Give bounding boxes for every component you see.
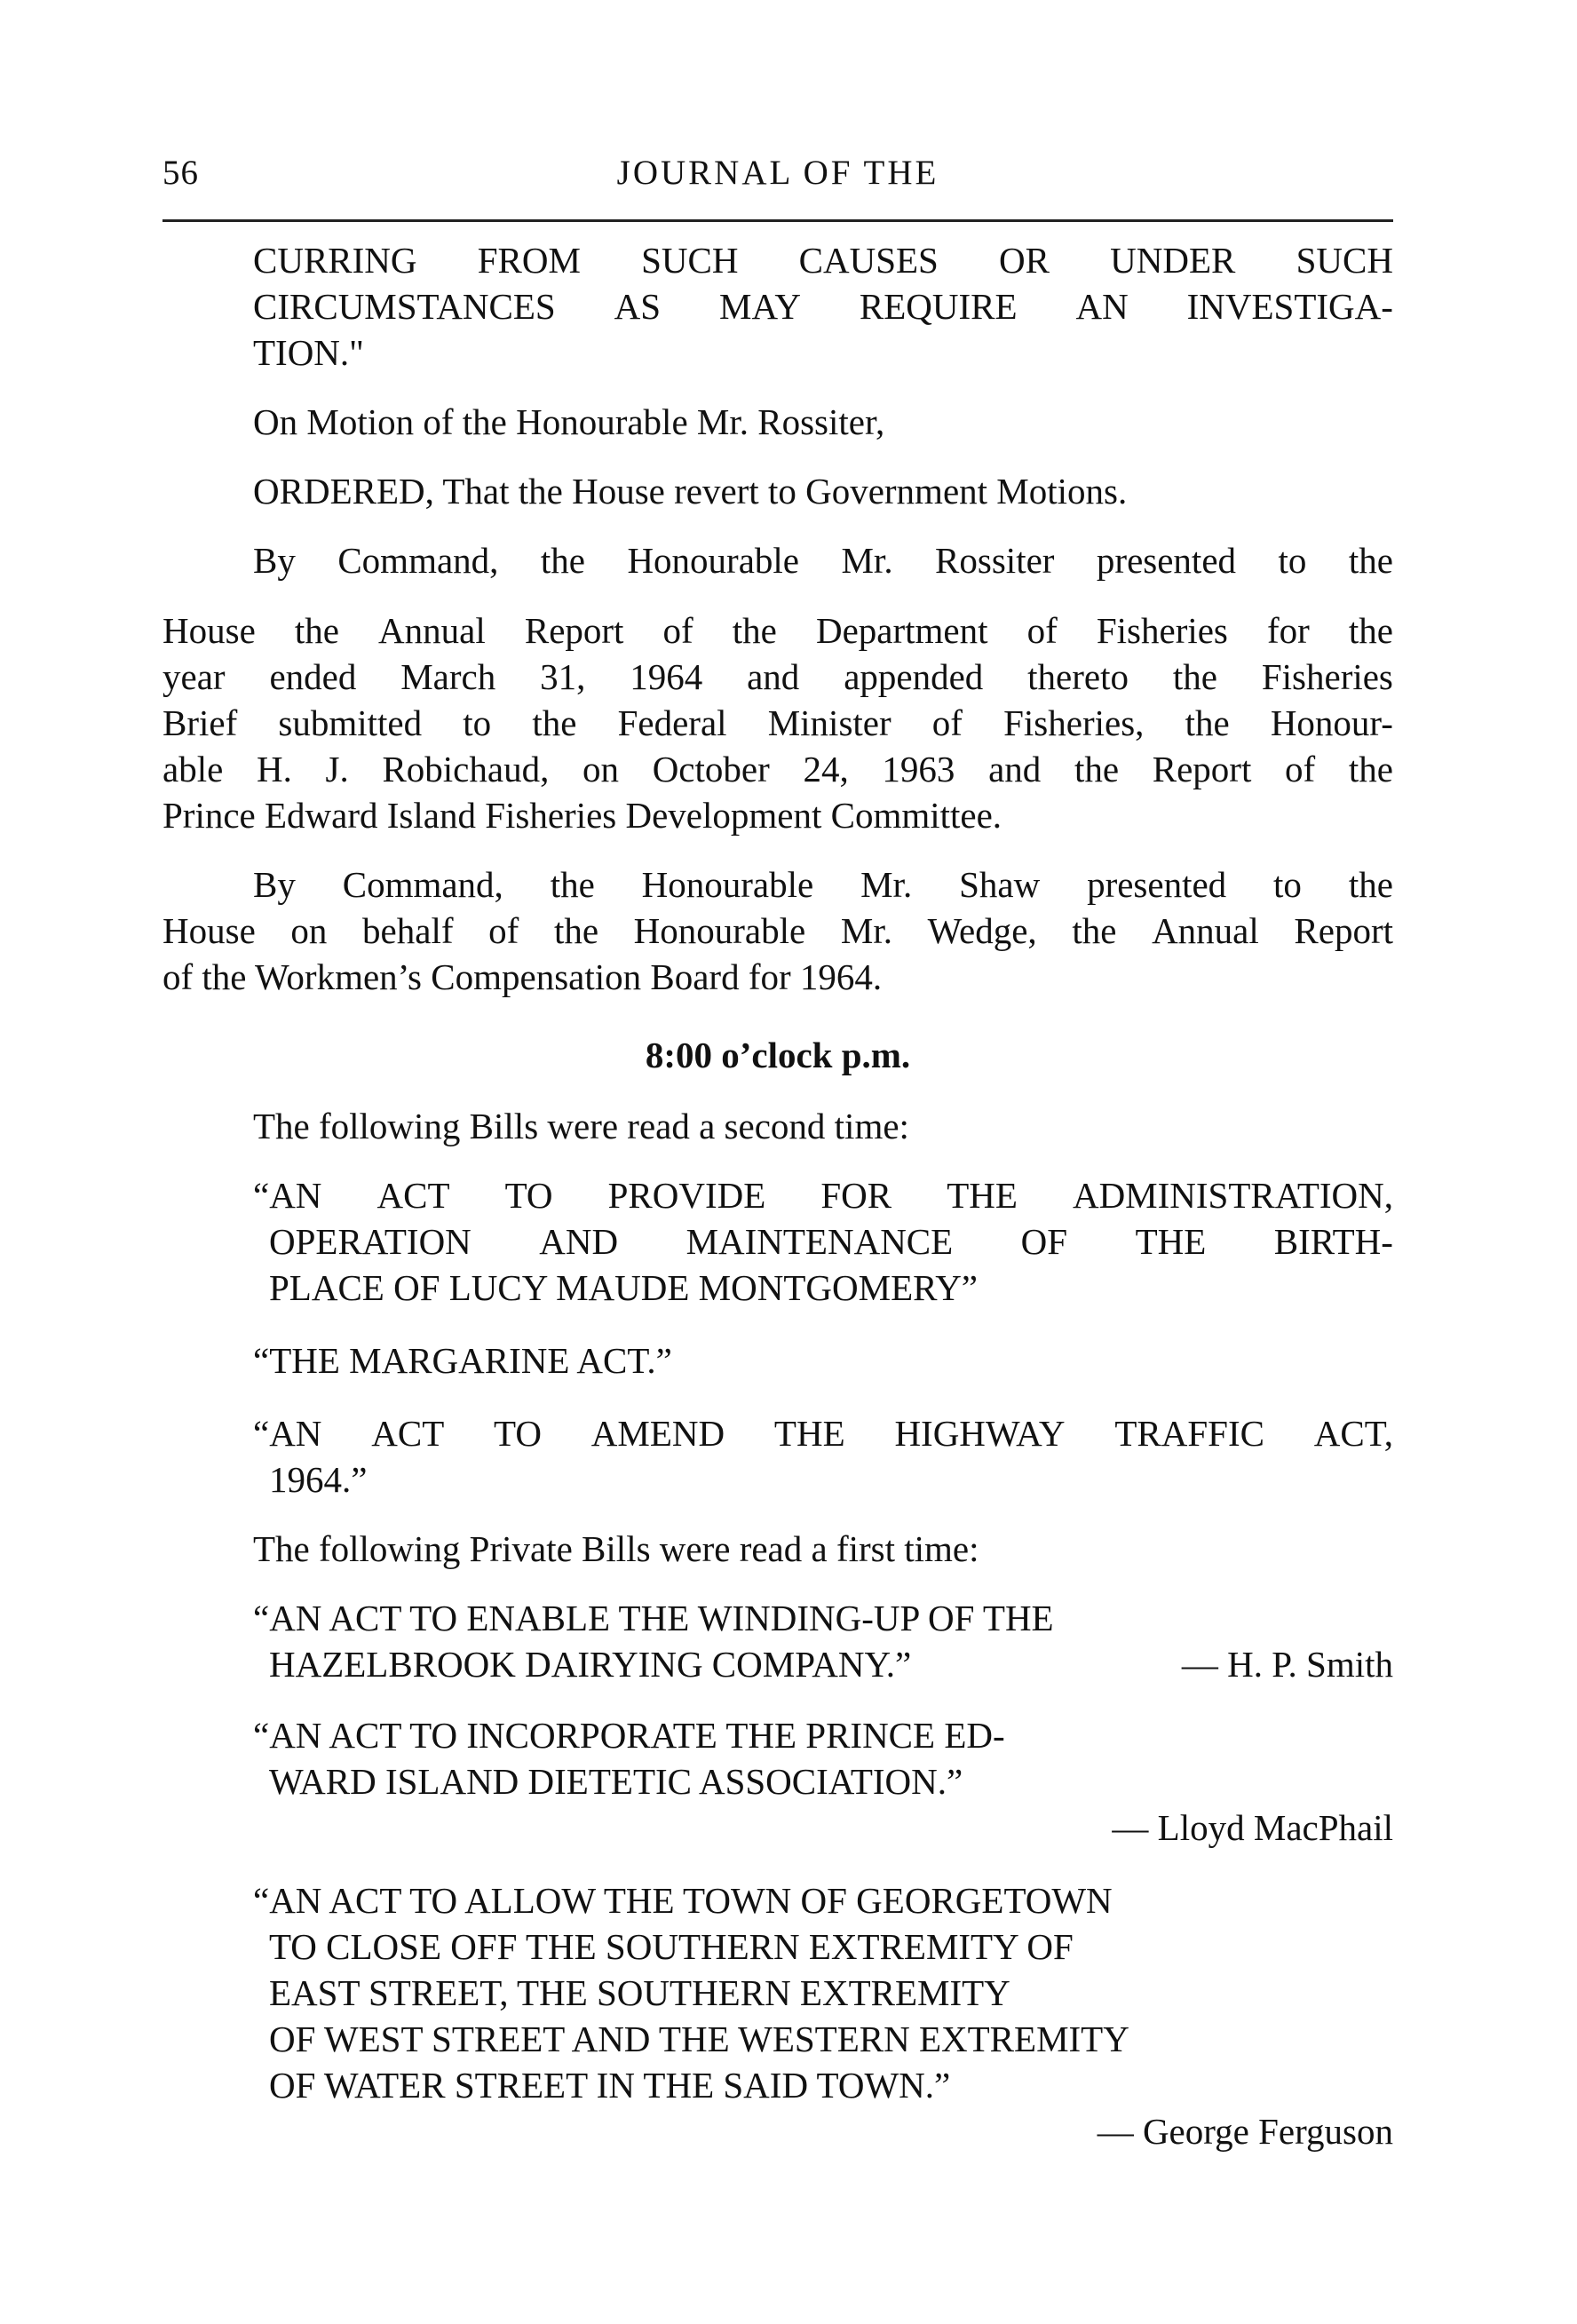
running-head: JOURNAL OF THE [616, 154, 939, 192]
first-bill-2-sponsor: — Lloyd MacPhail [1112, 1807, 1393, 1848]
word: Command, [342, 864, 503, 905]
continuation-line-3: TION." [253, 332, 364, 373]
word: March [400, 656, 496, 697]
word: FOR [820, 1175, 892, 1216]
page-header [162, 153, 1393, 202]
word: CAUSES [798, 240, 939, 281]
word: 24, [803, 749, 849, 789]
word: Fisheries [1261, 656, 1393, 697]
word: the [553, 910, 599, 951]
word: Annual [1152, 910, 1259, 951]
word: 1964 [630, 656, 703, 697]
word: FROM [477, 240, 581, 281]
second-bill-3-line-1 [253, 1413, 1393, 1454]
word: INVESTIGA- [1186, 286, 1393, 327]
word: presented [1096, 540, 1237, 581]
second-bill-2: “THE MARGARINE ACT.” [253, 1340, 672, 1381]
second-bill-3-line-2: 1964.” [269, 1459, 368, 1500]
word: the [1348, 749, 1393, 789]
word: the [1172, 656, 1217, 697]
word: House [162, 610, 256, 651]
word: ended [269, 656, 357, 697]
word: Annual [378, 610, 486, 651]
word: October [652, 749, 770, 789]
word: the [1074, 749, 1120, 789]
word: TO [504, 1175, 553, 1216]
word: of [1026, 610, 1058, 651]
word: Minister [767, 702, 892, 743]
first-bill-3-line-1: “AN ACT TO ALLOW THE TOWN OF GEORGETOWN [253, 1880, 1113, 1921]
word: Fisheries [1096, 610, 1228, 651]
word: HIGHWAY [894, 1413, 1066, 1454]
fisheries-line-1 [253, 540, 1393, 581]
word: Honour- [1270, 702, 1393, 743]
fisheries-line-4 [162, 702, 1393, 743]
word: the [550, 864, 595, 905]
word: the [732, 610, 777, 651]
word: THE [1135, 1221, 1207, 1262]
word: Shaw [959, 864, 1041, 905]
word: the [540, 540, 585, 581]
word: AS [614, 286, 662, 327]
word: behalf [362, 910, 454, 951]
word: on [290, 910, 328, 951]
word: year [162, 656, 226, 697]
motion-line: On Motion of the Honourable Mr. Rossiter, [253, 401, 885, 442]
first-bill-3-line-2: TO CLOSE OFF THE SOUTHERN EXTREMITY OF [269, 1926, 1074, 1967]
word: Fisheries, [1003, 702, 1145, 743]
word: Command, [337, 540, 499, 581]
word: Mr. [840, 910, 892, 951]
word: Report [1294, 910, 1393, 951]
word: thereto [1027, 656, 1129, 697]
first-bill-3-sponsor: — George Ferguson [1097, 2111, 1393, 2152]
word: the [1348, 864, 1393, 905]
first-bill-2-line-2: WARD ISLAND DIETETIC ASSOCIATION.” [269, 1761, 963, 1802]
word: presented [1087, 864, 1227, 905]
word: of [1285, 749, 1316, 789]
word: the [1185, 702, 1230, 743]
first-reading-intro: The following Private Bills were read a first time: [253, 1528, 979, 1569]
second-bill-1-line-1 [253, 1175, 1393, 1216]
compensation-line-1 [253, 864, 1393, 905]
first-bill-3-line-3: EAST STREET, THE SOUTHERN EXTREMITY [269, 1972, 1010, 2013]
word: ACT [371, 1413, 445, 1454]
word: AN [1075, 286, 1129, 327]
word: the [1348, 540, 1393, 581]
word: BIRTH- [1273, 1221, 1393, 1262]
second-bill-1-line-2 [269, 1221, 1393, 1262]
word: H. [256, 749, 292, 789]
word: the [1348, 610, 1393, 651]
word: OR [999, 240, 1050, 281]
word: ACT [376, 1175, 450, 1216]
continuation-line-2 [253, 286, 1393, 327]
word: REQUIRE [859, 286, 1018, 327]
word: to [463, 702, 492, 743]
word: appended [844, 656, 984, 697]
word: House [162, 910, 256, 951]
word: By [253, 864, 296, 905]
word: Wedge, [927, 910, 1037, 951]
first-bill-2-line-1: “AN ACT TO INCORPORATE THE PRINCE ED- [253, 1715, 1005, 1756]
page-number: 56 [162, 154, 199, 192]
second-reading-intro: The following Bills were read a second time: [253, 1106, 909, 1146]
word: able [162, 749, 224, 789]
word: TO [494, 1413, 542, 1454]
fisheries-line-2 [162, 610, 1393, 651]
compensation-line-3: of the Workmen’s Compensation Board for 1964. [162, 956, 883, 997]
word: “AN [253, 1413, 322, 1454]
word: Robichaud, [382, 749, 550, 789]
word: J. [325, 749, 349, 789]
word: AND [539, 1221, 619, 1262]
fisheries-line-5 [162, 751, 1393, 788]
word: Rossiter [935, 540, 1055, 581]
word: to [1278, 540, 1307, 581]
word: to [1273, 864, 1302, 905]
fisheries-line-6: Prince Edward Island Fisheries Development Committee. [162, 795, 1002, 836]
first-bill-1-line-1: “AN ACT TO ENABLE THE WINDING-UP OF THE [253, 1598, 1054, 1638]
word: ACT, [1313, 1413, 1393, 1454]
ordered-line: ORDERED, That the House revert to Government Motions. [253, 471, 1128, 512]
word: the [294, 610, 339, 651]
word: submitted [278, 702, 423, 743]
word: UNDER [1110, 240, 1236, 281]
word: on [582, 749, 620, 789]
word: of [662, 610, 693, 651]
continuation-line-1 [253, 242, 1393, 279]
word: MAY [719, 286, 801, 327]
first-bill-3-line-5: OF WATER STREET IN THE SAID TOWN.” [269, 2065, 951, 2106]
second-bill-1-line-3: PLACE OF LUCY MAUDE MONTGOMERY” [269, 1267, 978, 1308]
word: Mr. [841, 540, 893, 581]
word: Department [815, 610, 988, 651]
word: Report [1152, 749, 1252, 789]
first-bill-1-sponsor: — H. P. Smith [1181, 1644, 1393, 1685]
word: 1963 [882, 749, 955, 789]
word: the [532, 702, 577, 743]
word: of [931, 702, 963, 743]
first-bill-1-line-2: HAZELBROOK DAIRYING COMPANY.” [269, 1644, 912, 1685]
word: “AN [253, 1175, 322, 1216]
word: and [747, 656, 800, 697]
word: SUCH [1296, 240, 1393, 281]
word: By [253, 540, 296, 581]
time-heading: 8:00 o’clock p.m. [645, 1035, 911, 1075]
word: Brief [162, 702, 238, 743]
word: TRAFFIC [1114, 1413, 1264, 1454]
word: OPERATION [269, 1221, 472, 1262]
word: Mr. [860, 864, 913, 905]
word: PROVIDE [607, 1175, 766, 1216]
word: OF [1020, 1221, 1068, 1262]
first-bill-3-line-4: OF WEST STREET AND THE WESTERN EXTREMITY [269, 2019, 1129, 2059]
word: SUCH [641, 240, 739, 281]
compensation-line-2 [162, 910, 1393, 951]
word: Honourable [633, 910, 806, 951]
word: MAINTENANCE [685, 1221, 954, 1262]
word: 31, [540, 656, 586, 697]
word: of [488, 910, 519, 951]
word: AMEND [590, 1413, 725, 1454]
word: THE [947, 1175, 1018, 1216]
word: CURRING [253, 240, 417, 281]
word: THE [773, 1413, 845, 1454]
header-rule [162, 219, 1393, 222]
word: the [1072, 910, 1117, 951]
word: ADMINISTRATION, [1072, 1175, 1393, 1216]
word: CIRCUMSTANCES [253, 286, 556, 327]
word: Honourable [627, 540, 799, 581]
word: for [1266, 610, 1310, 651]
word: Federal [617, 702, 727, 743]
word: Report [524, 610, 624, 651]
word: and [988, 749, 1042, 789]
word: Honourable [641, 864, 814, 905]
fisheries-line-3 [162, 656, 1393, 697]
